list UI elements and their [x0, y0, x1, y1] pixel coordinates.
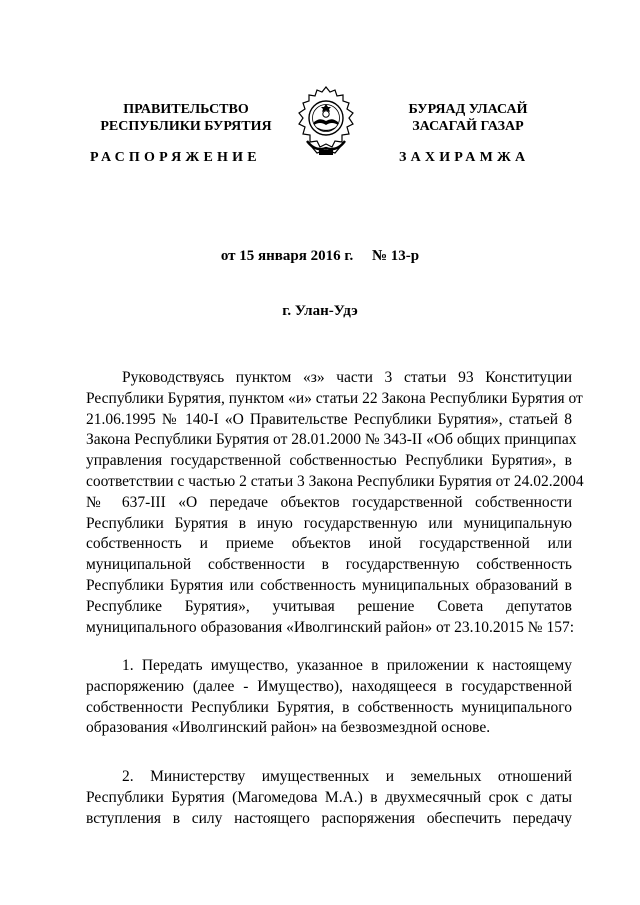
text-line: Республики Бурятия в иную государственную или муниципальную: [86, 514, 572, 532]
text-line: распоряжению (далее - Имущество), находящееся в государственной: [86, 677, 572, 695]
text-line: 1. Передать имущество, указанное в приложении к настоящему: [122, 657, 572, 674]
text-line: соответствии с частью 2 статьи 3 Закона Республики Бурятия от 24.02.2004: [86, 472, 584, 490]
text-line: образования «Иволгинский район» на безвозмездной основе.: [86, 719, 491, 737]
text-line: 21.06.1995 № 140-I «О Правительстве Республики Бурятия», статьей 8: [86, 410, 572, 428]
clause-2-paragraph: [86, 767, 572, 829]
document-type-bua: ЗАХИРАМЖА: [399, 150, 530, 165]
text-line: Руководствуясь пунктом «з» части 3 статьи 93 Конституции: [122, 369, 572, 386]
text-line: № 637-III «О передаче объектов государственной собственности: [86, 493, 572, 511]
government-name-ru: [84, 101, 288, 135]
text-line: Республики Бурятия, пунктом «и» статьи 22 Закона Республики Бурятия от: [86, 389, 583, 407]
text-line: Республики Бурятия (Магомедова М.А.) в двухмесячный срок с даты: [86, 788, 572, 806]
text-line: Республики Бурятия или собственность муниципальных образований в: [86, 576, 572, 594]
government-name-bua-line-2: ЗАСАГАЙ ГАЗАР: [412, 119, 524, 134]
text-line: Закона Республики Бурятия от 28.01.2000 № 343-II «Об общих принципах: [86, 431, 577, 449]
text-line: собственности Республики Бурятия, в собственность муниципального: [86, 698, 572, 716]
government-name-bua-line-1: БУРЯАД УЛАСАЙ: [408, 102, 528, 117]
text-line: собственность и приеме объектов иной государственной или: [86, 535, 572, 553]
government-name-bua: [378, 101, 558, 135]
text-line: вступления в силу настоящего распоряжения обеспечить передачу: [86, 809, 572, 827]
coat-of-arms-emblem: [297, 86, 355, 158]
government-name-line-2: РЕСПУБЛИКИ БУРЯТИЯ: [100, 119, 272, 134]
text-line: 2. Министерству имущественных и земельных отношений: [122, 768, 572, 785]
document-date-and-number: от 15 января 2016 г. № 13-р: [220, 248, 420, 264]
text-line: Республике Бурятия», учитывая решение Совета депутатов: [86, 597, 572, 615]
document-city: г. Улан-Удэ: [282, 303, 358, 319]
text-line: муниципальной собственности в государственную собственность: [86, 556, 572, 574]
text-line: управления государственной собственностью Республики Бурятия», в: [86, 452, 572, 470]
clause-1-paragraph: [86, 656, 572, 739]
preamble-paragraph: [86, 368, 584, 638]
text-line: муниципального образования «Иволгинский район» от 23.10.2015 № 157:: [86, 618, 575, 636]
document-type-ru: РАСПОРЯЖЕНИЕ: [90, 150, 261, 165]
government-name-line-1: ПРАВИТЕЛЬСТВО: [123, 102, 249, 117]
